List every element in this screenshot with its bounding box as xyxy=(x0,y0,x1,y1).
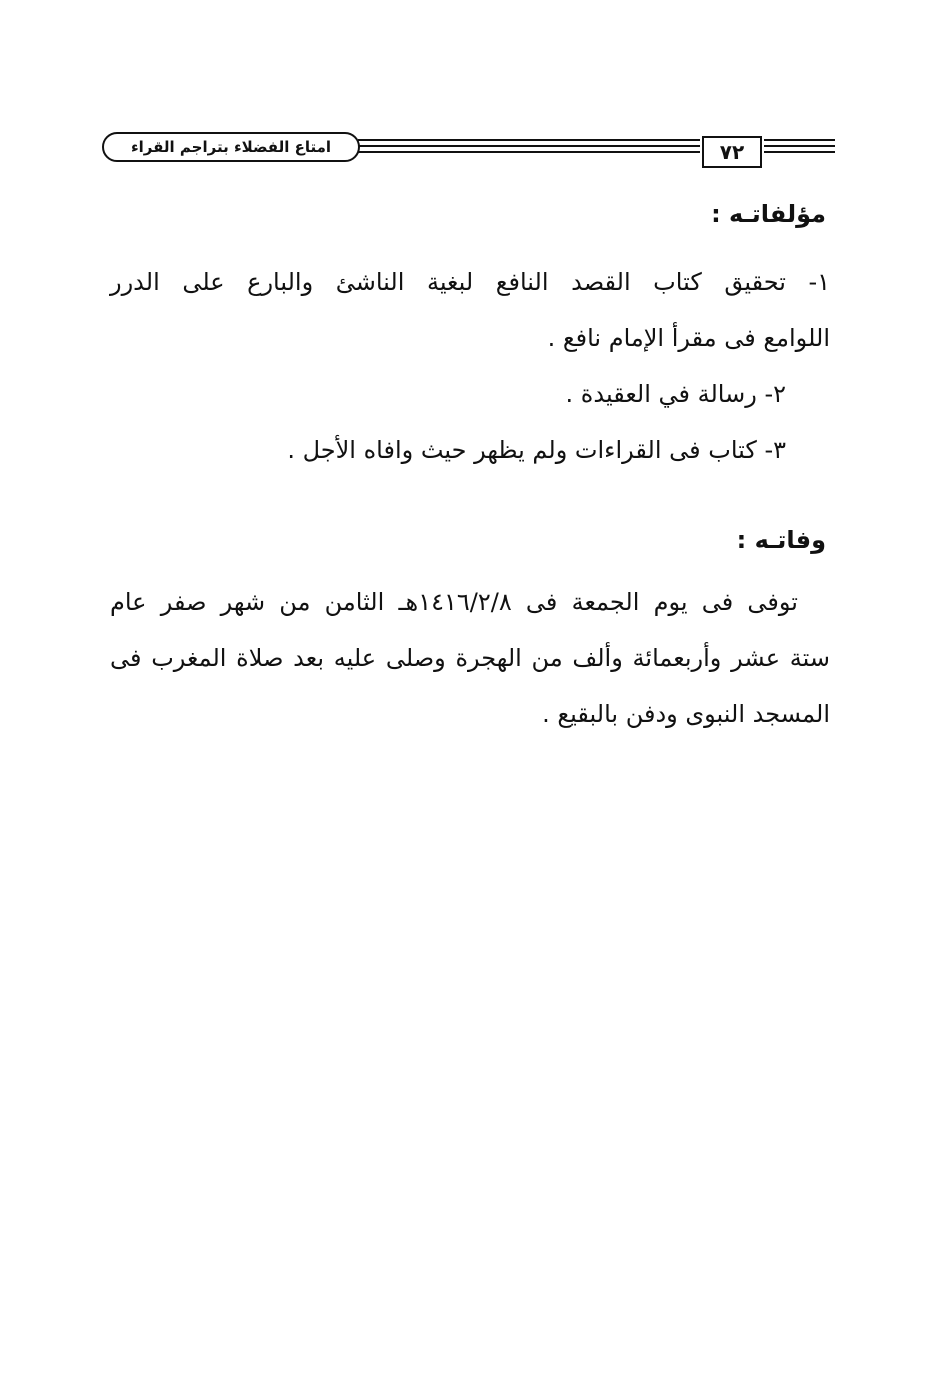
header-rule xyxy=(358,139,700,141)
death-line-2: ستة عشر وأربعمائة وألف من الهجرة وصلى عليه بعد صلاة المغرب فى xyxy=(110,644,830,672)
death-line-1: توفى فى يوم الجمعة فى ١٤١٦/٢/٨هـ الثامن من شهر صفر عام xyxy=(110,588,798,616)
page-number: ٧٢ xyxy=(719,140,745,164)
death-paragraph xyxy=(110,574,830,742)
header-rule xyxy=(764,145,835,147)
death-heading: وفاتـه : xyxy=(736,526,826,554)
works-item-3: ٣- كتاب فى القراءات ولم يظهر حيث وافاه الأجل . xyxy=(287,436,786,464)
works-item-2: ٢- رسالة في العقيدة . xyxy=(565,380,786,408)
page-number-box xyxy=(702,136,762,168)
works-list xyxy=(110,254,830,478)
header-rule xyxy=(764,151,835,153)
works-heading: مؤلفاتـه : xyxy=(711,200,826,228)
death-line-3: المسجد النبوى ودفن بالبقيع . xyxy=(542,700,830,728)
book-title-pill xyxy=(102,132,360,162)
works-item-1-line-1: ١- تحقيق كتاب القصد النافع لبغية الناشئ والبارع على الدرر xyxy=(110,268,830,296)
book-title: امتاع الفضلاء بتراجم القراء xyxy=(130,137,332,156)
header-rule xyxy=(764,139,835,141)
header-rule xyxy=(358,151,700,153)
running-header xyxy=(100,128,835,172)
header-rule xyxy=(358,145,700,147)
works-item-1-line-2: اللوامع فى مقرأ الإمام نافع . xyxy=(547,324,830,352)
